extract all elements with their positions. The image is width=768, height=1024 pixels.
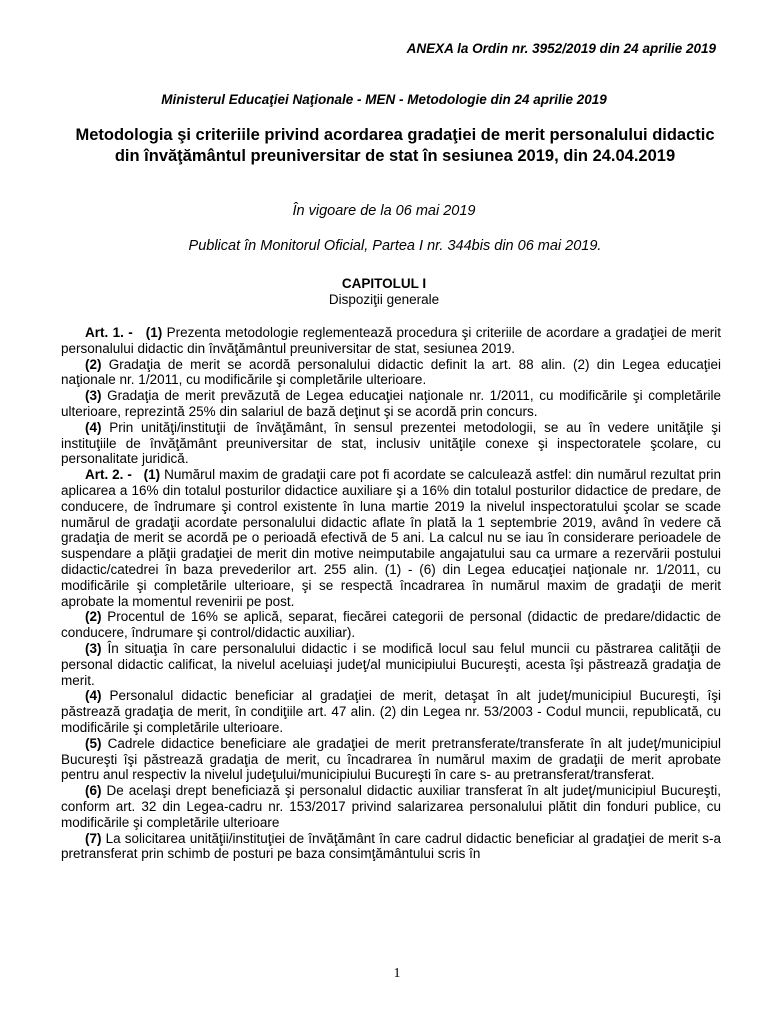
paragraph-text: În situaţia în care personalului didactic i se modifică locul sau felul muncii cu păstrarea calităţii de personal didactic calificat, la nivelul aceluiaşi judeţ/al municipiului Bucureşti, acesta îşi păstrează gradaţia de merit.: [61, 640, 721, 688]
paragraph-text: Gradaţia de merit se acordă personalului didactic definit la art. 88 alin. (2) din Legea educaţiei naţionale nr. 1/2011, cu modificările şi completările ulterioare.: [61, 356, 721, 388]
ministry-line: Ministerul Educaţiei Naţionale - MEN - Metodologie din 24 aprilie 2019: [161, 92, 607, 107]
article-2-paragraph-4: [61, 688, 721, 735]
annex-reference: ANEXA la Ordin nr. 3952/2019 din 24 aprilie 2019: [406, 41, 716, 56]
paragraph-number: (2): [85, 609, 102, 625]
paragraph-number: (4): [85, 419, 102, 435]
paragraph-number: (2): [85, 356, 102, 372]
chapter-name: Dispoziţii generale: [328, 292, 440, 307]
paragraph-text: Cadrele didactice beneficiare ale gradaţiei de merit pretransferate/transferate în alt judeţ/municipiul Bucureşti îşi păstrează gradaţia de merit, cu încadrarea în numărul maxim de gradaţii de merit aprobate pentru anul respectiv la nivelul judeţului/municipiului Bucureşti în care s- au pretransferat/transferat.: [61, 735, 721, 783]
paragraph-text: Prin unităţi/instituţii de învăţământ, în sensul prezentei metodologii, se au în vedere unităţile şi instituţiile de învăţământ preuniversitar de stat, inclusiv unităţile conexe şi inspectoratele şcolare, cu personalitate juridică.: [61, 419, 721, 467]
paragraph-number: (6): [85, 783, 102, 799]
article-1-paragraph-3: [61, 388, 721, 420]
paragraph-number: (1): [145, 325, 163, 340]
chapter-label: CAPITOLUL I: [341, 276, 427, 291]
article-2-paragraph-6: [61, 783, 721, 830]
article-2-label: Art. 2. -: [85, 467, 132, 483]
article-1-paragraph-2: [61, 357, 721, 389]
article-1-label: Art. 1. -: [85, 325, 133, 340]
paragraph-text: Personalul didactic beneficiar al gradaţiei de merit, detaşat în alt judeţ/municipiul Bucureşti, îşi păstrează gradaţia de merit, în condiţiile art. 47 alin. (2) din Legea nr. 53/2003 - Codul muncii, republicată, cu modificările şi completările ulterioare.: [61, 688, 721, 735]
paragraph-number: (1): [143, 467, 161, 483]
paragraph-text: De acelaşi drept beneficiază şi personalul didactic auxiliar transferat în alt judeţ/municipiul Bucureşti, conform art. 32 din Legea-cadru nr. 153/2017 privind salarizarea personalului plătit din fonduri publice, cu modificările şi completările ulterioare: [61, 783, 721, 830]
document-title: Metodologia şi criteriile privind acordarea gradaţiei de merit personalului didactic din învăţământul preuniversitar de stat în sesiunea 2019, din 24.04.2019: [75, 126, 715, 165]
publication-info: Publicat în Monitorul Oficial, Partea I nr. 344bis din 06 mai 2019.: [188, 238, 602, 254]
document-body: [61, 325, 721, 862]
paragraph-number: (3): [85, 640, 102, 656]
paragraph-text: Prezenta metodologie reglementează procedura şi criteriile de acordare a gradaţiei de merit personalului didactic din învăţământul preuniversitar de stat, sesiunea 2019.: [61, 325, 721, 356]
paragraph-text: Gradaţia de merit prevăzută de Legea educaţiei naţionale nr. 1/2011, cu modificările şi completările ulterioare, reprezintă 25% din salariul de bază deţinut şi se acordă prin concurs.: [61, 388, 721, 419]
paragraph-number: (5): [85, 735, 102, 751]
article-1-paragraph-1: [61, 325, 721, 357]
article-2-paragraph-7: [61, 831, 721, 863]
paragraph-number: (3): [85, 388, 102, 404]
paragraph-text: La solicitarea unităţii/instituţiei de învăţământ în care cadrul didactic beneficiar al gradaţiei de merit s-a pretransferat prin schimb de posturi pe baza consimţământului scris în: [61, 830, 721, 862]
in-force-date: În vigoare de la 06 mai 2019: [292, 203, 476, 219]
article-1-paragraph-4: [61, 420, 721, 467]
article-2-paragraph-1: [61, 467, 721, 609]
article-2-paragraph-2: [61, 609, 721, 641]
paragraph-number: (7): [85, 830, 102, 846]
paragraph-text: Numărul maxim de gradaţii care pot fi acordate se calculează astfel: din numărul rezultat prin aplicarea a 16% din totalul posturilor didactice auxiliare şi a 16% din totalul posturilor didactice de predare, de conducere, de îndrumare şi control existente în luna martie 2019 la nivelul inspectoratului şcolar se scade numărul de gradaţii acordate personalului didactic aflate în plată la 1 septembrie 2019, având în vedere că gradaţia de merit se acordă pe o perioadă efectivă de 5 ani. La calcul nu se iau în considerare perioadele de suspendare a plăţii gradaţiei de merit din motive neimputabile angajatului sau ca urmare a rezervării postului didactic/catedrei în baza prevederilor art. 255 alin. (1) - (6) din Legea educaţiei naţionale nr. 1/2011, cu modificările şi completările ulterioare, şi se respectă încadrarea în numărul maxim de gradaţii de merit aprobate la momentul revenirii pe post.: [61, 467, 721, 609]
page-number: 1: [393, 966, 401, 981]
paragraph-text: Procentul de 16% se aplică, separat, fiecărei categorii de personal (didactic de predare/didactic de conducere, îndrumare şi control/didactic auxiliar).: [61, 609, 721, 641]
article-2-paragraph-5: [61, 736, 721, 783]
paragraph-number: (4): [85, 688, 102, 704]
article-2-paragraph-3: [61, 641, 721, 688]
